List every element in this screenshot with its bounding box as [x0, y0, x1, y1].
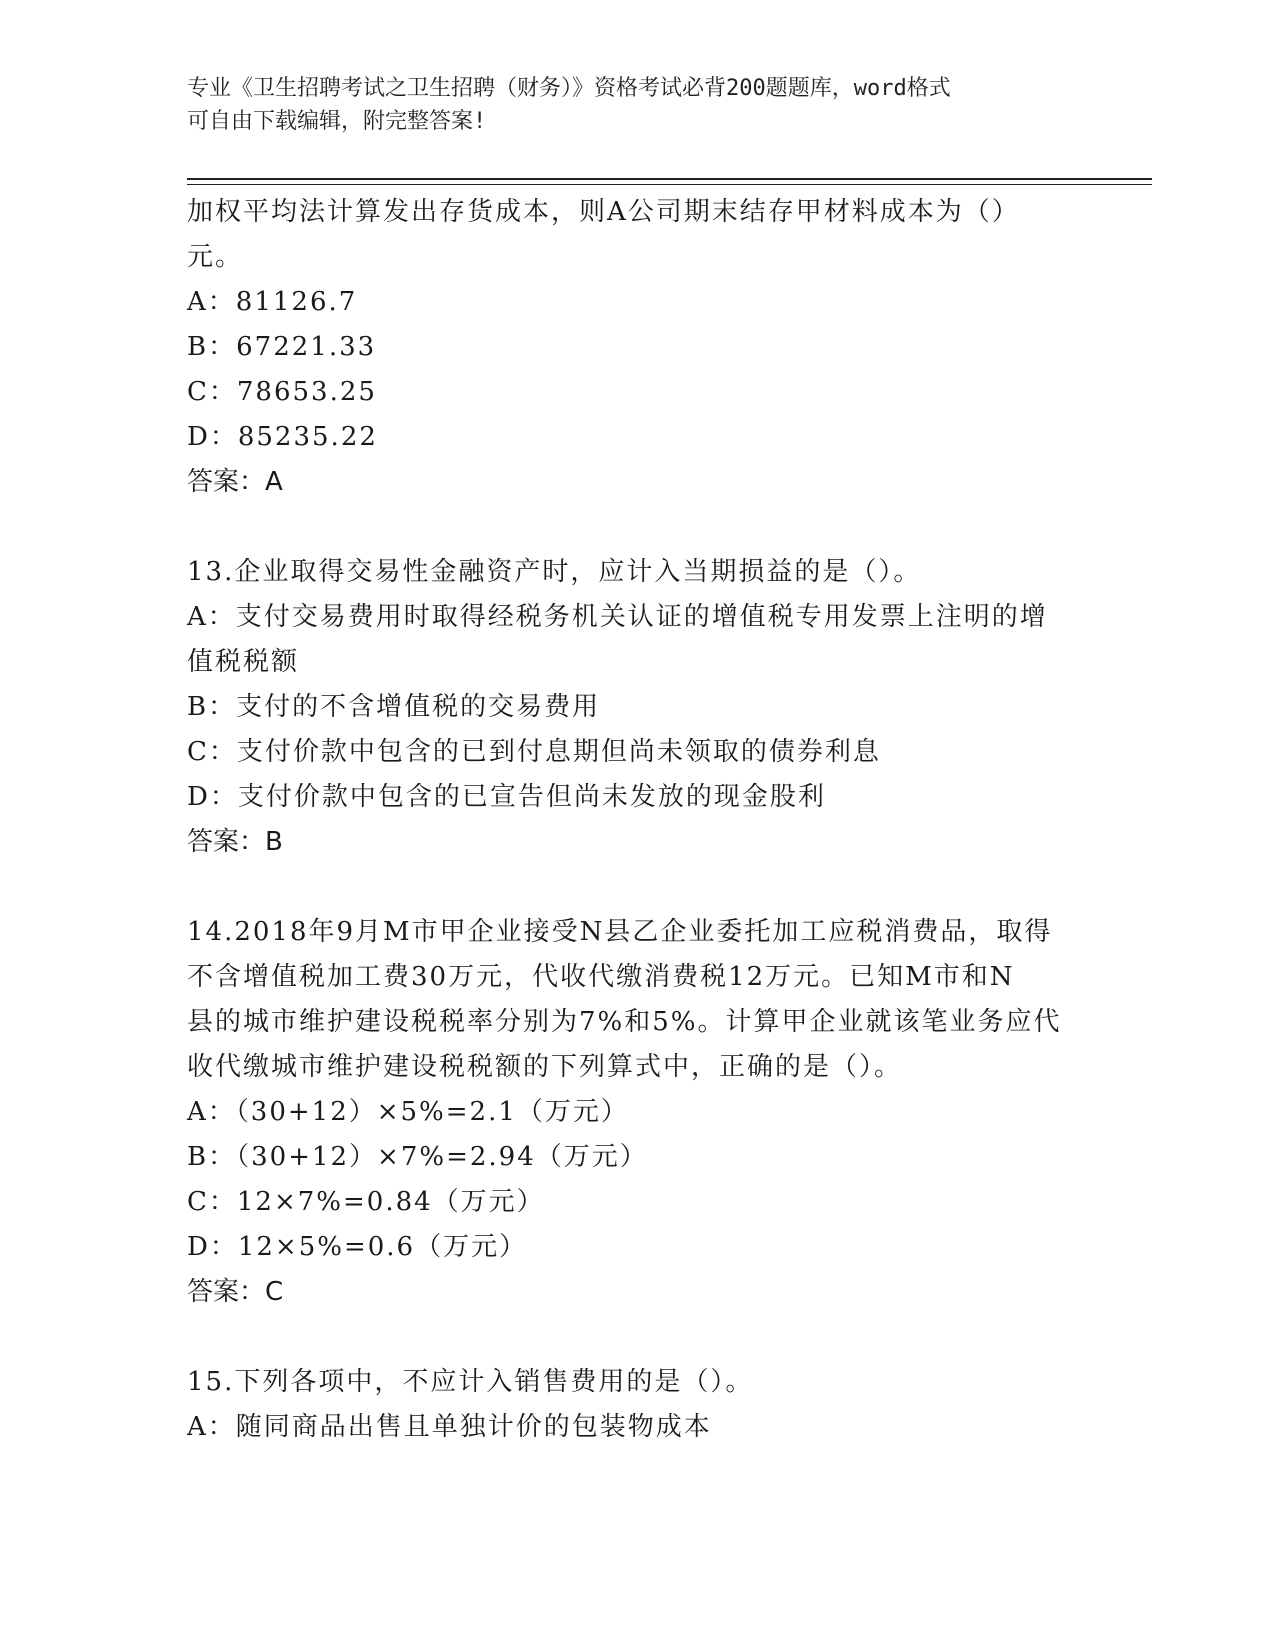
option-a: A：随同商品出售且单独计价的包装物成本	[187, 1412, 712, 1442]
option-c: C：78653.25	[187, 377, 377, 407]
option-a: A：（30+12）×5%=2.1（万元）	[187, 1097, 629, 1127]
question-stem: 加权平均法计算发出存货成本，则A公司期末结存甲材料成本为（）	[187, 197, 1020, 227]
question-stem: 县的城市维护建设税税率分别为7%和5%。计算甲企业就该笔业务应代	[187, 1007, 1062, 1037]
question-12	[187, 190, 1087, 505]
spacer	[187, 1315, 1087, 1360]
option-b: B：支付的不含增值税的交易费用	[187, 692, 601, 722]
answer: 答案：B	[187, 827, 283, 857]
header-divider-thick	[187, 178, 1152, 180]
question-stem: 不含增值税加工费30万元，代收代缴消费税12万元。已知M市和N	[187, 962, 1015, 992]
option-d: D：85235.22	[187, 422, 378, 452]
question-stem: 15.下列各项中，不应计入销售费用的是（）。	[187, 1367, 754, 1397]
option-c: C：支付价款中包含的已到付息期但尚未领取的债券利息	[187, 737, 881, 767]
option-b: B：（30+12）×7%=2.94（万元）	[187, 1142, 648, 1172]
spacer	[187, 865, 1087, 910]
question-stem: 14.2018年9月M市甲企业接受N县乙企业委托加工应税消费品，取得	[187, 917, 1053, 947]
header-divider-thin	[187, 184, 1152, 185]
question-stem: 收代缴城市维护建设税税额的下列算式中，正确的是（）。	[187, 1052, 903, 1082]
option-a: A：支付交易费用时取得经税务机关认证的增值税专用发票上注明的增	[187, 602, 1048, 632]
answer: 答案：A	[187, 467, 283, 497]
option-d: D：12×5%=0.6（万元）	[187, 1232, 528, 1262]
spacer	[187, 505, 1087, 550]
question-stem: 元。	[187, 242, 244, 272]
answer: 答案：C	[187, 1277, 284, 1307]
document-header	[187, 72, 1087, 138]
option-a-continued: 值税税额	[187, 647, 300, 677]
option-c: C：12×7%=0.84（万元）	[187, 1187, 545, 1217]
header-line-2: 可自由下载编辑，附完整答案!	[187, 109, 487, 134]
question-list	[187, 190, 1087, 1450]
question-14	[187, 910, 1087, 1315]
option-d: D：支付价款中包含的已宣告但尚未发放的现金股利	[187, 782, 826, 812]
question-stem: 13.企业取得交易性金融资产时，应计入当期损益的是（）。	[187, 557, 922, 587]
option-a: A：81126.7	[187, 287, 358, 317]
header-line-1: 专业《卫生招聘考试之卫生招聘（财务）》资格考试必背200题题库，word格式	[187, 76, 951, 101]
question-13	[187, 550, 1087, 865]
option-b: B：67221.33	[187, 332, 377, 362]
question-15	[187, 1360, 1087, 1450]
